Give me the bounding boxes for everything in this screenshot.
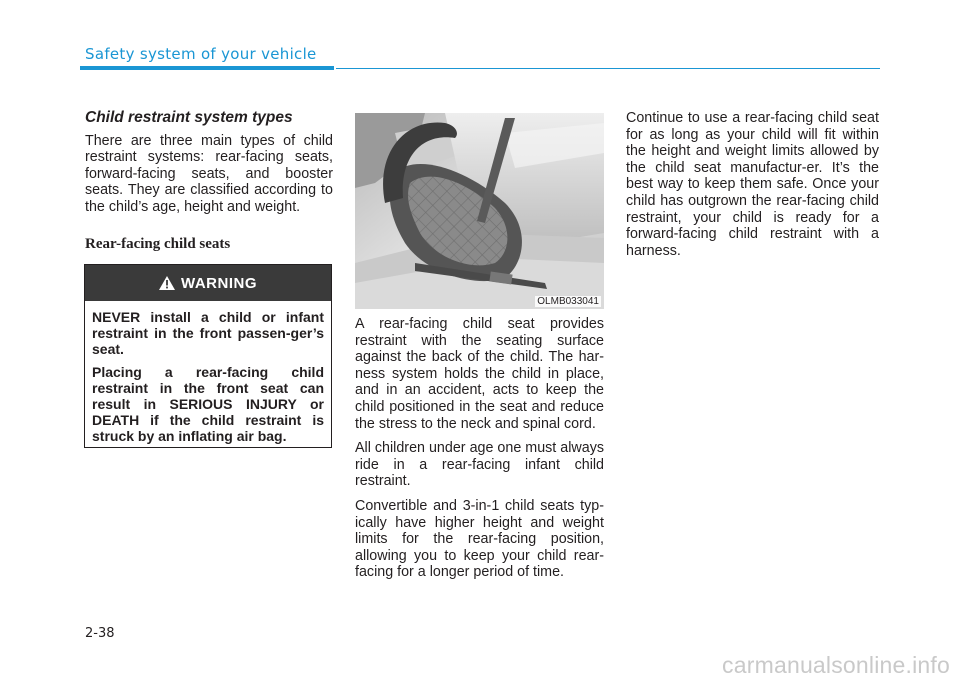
warning-paragraph-1: NEVER install a child or infant restraint in the front passen-ger’s seat. bbox=[92, 309, 324, 357]
middle-paragraph-3: Convertible and 3-in-1 child seats typ-ically have higher height and weight limits for the rear-facing position, allowing you to keep your child rear-facing for a longer period of time. bbox=[355, 497, 604, 581]
section-header: Safety system of your vehicle bbox=[85, 45, 317, 63]
watermark: carmanualsonline.info bbox=[722, 652, 950, 678]
column-left bbox=[85, 110, 333, 252]
header-rule-line bbox=[336, 68, 880, 69]
warning-triangle-icon bbox=[159, 276, 175, 290]
column-right bbox=[626, 110, 879, 267]
header-rule-accent bbox=[80, 66, 334, 70]
intro-paragraph: There are three main types of child restraint systems: rear-facing seats, forward-facing seats, and booster seats. They are classified according to the child’s age, height and weight. bbox=[85, 132, 333, 215]
warning-header bbox=[85, 265, 331, 301]
warning-paragraph-2: Placing a rear-facing child restraint in the front seat can result in SERIOUS INJURY or DEATH if the child restraint is struck by an inflating air bag. bbox=[92, 364, 324, 444]
rear-facing-seat-illustration bbox=[355, 113, 604, 309]
page-number: 2-38 bbox=[85, 626, 115, 641]
warning-body bbox=[85, 301, 331, 444]
section-title: Child restraint system types bbox=[85, 109, 293, 126]
warning-label: WARNING bbox=[181, 274, 257, 292]
warning-box bbox=[84, 264, 332, 448]
column-middle bbox=[355, 316, 604, 589]
subsection-title: Rear-facing child seats bbox=[85, 235, 231, 252]
right-paragraph-1: Continue to use a rear-facing child seat for as long as your child will fit within the height and weight limits allowed by the child seat manufactur-er. It’s the best way to keep them safe. Once your child has outgrown the rear-facing child restraint, your child is ready for a forward-facing child restraint with a harness. bbox=[626, 110, 879, 259]
car-seat-illustration bbox=[355, 113, 604, 309]
middle-paragraph-1: A rear-facing child seat provides restraint with the seating surface against the back of the child. The har-ness system holds the child in place, and in an accident, acts to keep the child positioned in the seat and reduce the stress to the neck and spinal cord. bbox=[355, 316, 604, 432]
middle-paragraph-2: All children under age one must always ride in a rear-facing infant child restraint. bbox=[355, 440, 604, 490]
figure-code: OLMB033041 bbox=[537, 296, 599, 307]
